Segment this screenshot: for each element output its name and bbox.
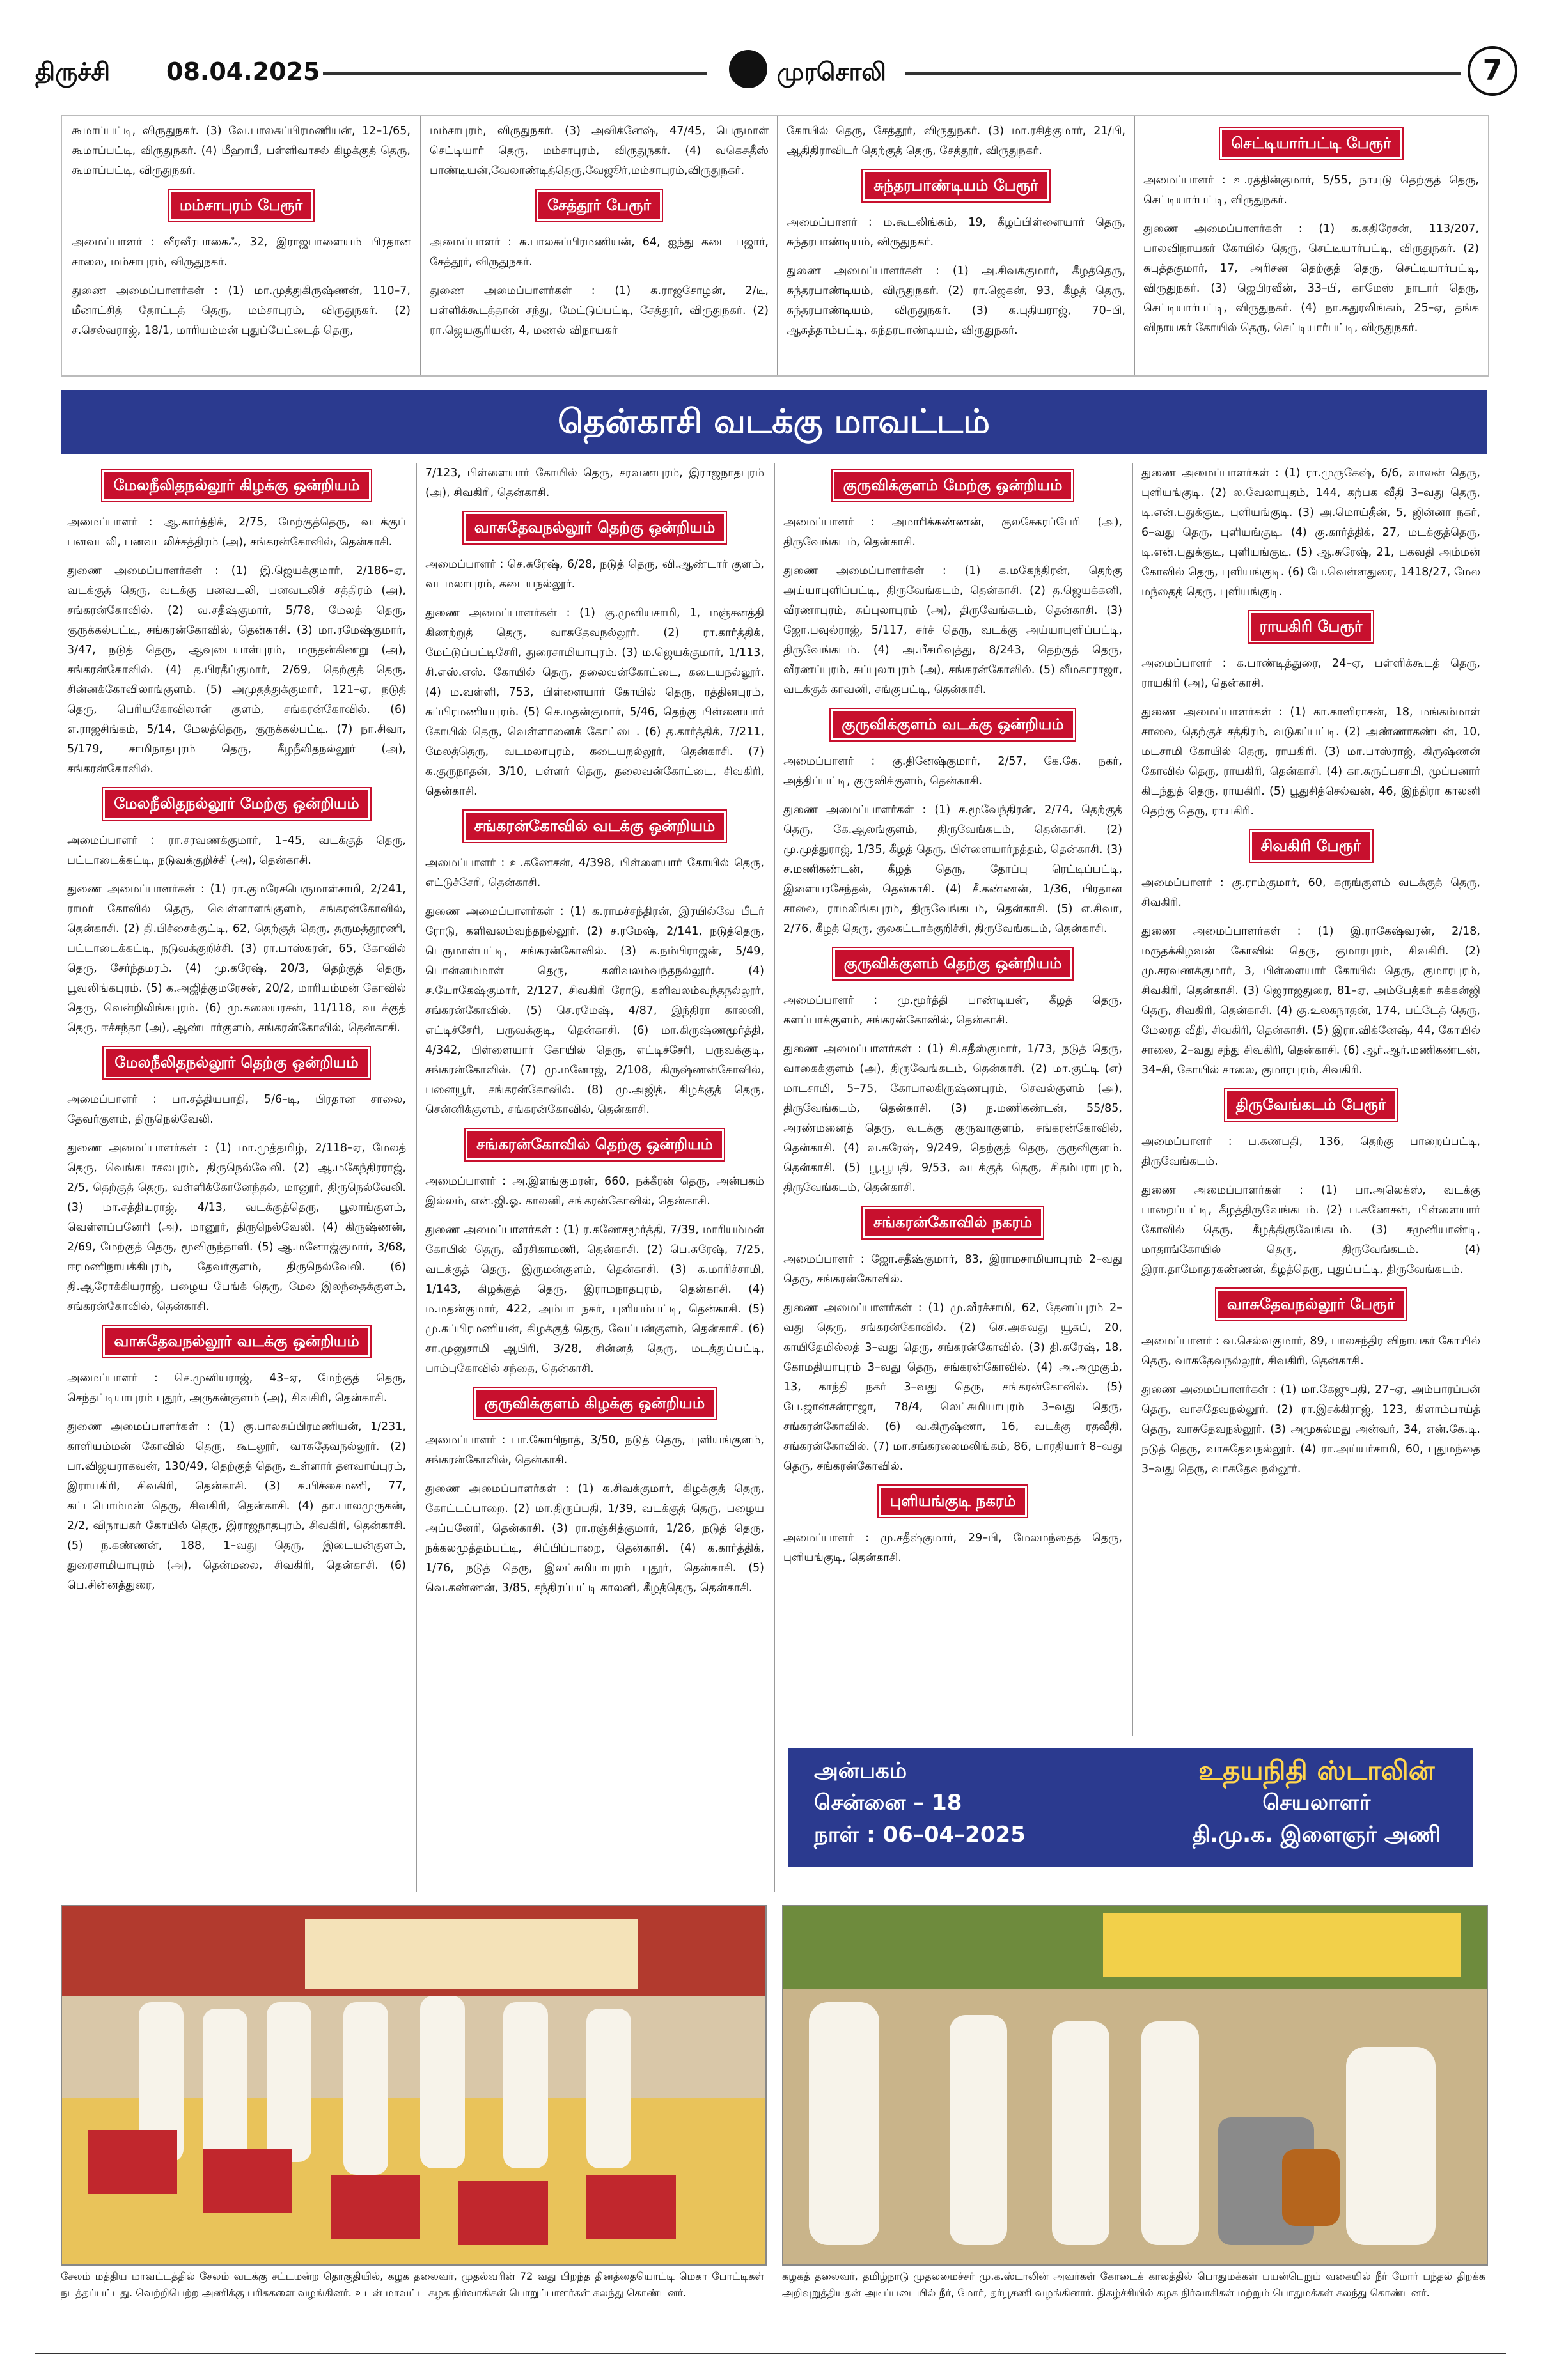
- main-column-4: [1141, 463, 1480, 1488]
- section-heading: சங்கரன்கோவில் தெற்கு ஒன்றியம்: [466, 1129, 724, 1160]
- paragraph: அமைப்பாளர் : ப.கணபதி, 136, தெற்கு பாறைப்பட்டி, திருவேங்கடம்.: [1141, 1135, 1480, 1168]
- paragraph: துணை அமைப்பாளர்கள் : (1) கு.முனியசாமி, 1, மஞ்சனத்தி கிணற்றுத் தெரு, வாசுதேவநல்லூர். (2) ரா.கார்த்திக், மேட்டுப்பட்டிசேரி, துரைசாமியாபுரம். (3) ம.ஜெயக்குமார், 1/113, சி.எஸ்.எஸ். கோயில் தெரு, தலைவன்கோட்டை, கடையநல்லூர். (4) ம.வள்ளி, 753, பிள்ளையார் கோயில் தெரு, ரத்தினபுரம், சுப்பிரமணியபுரம். (5) செ.மதன்குமார், 5/46, தெற்கு பிள்ளையார் கோயில் தெரு, வெள்ளானைக் கோட்டை. (6) த.கார்த்திக், 7/211, மேலத்தெரு, வடமலாபுரம், கடையநல்லூர், தென்காசி. (7) க.குருநாதன், 3/10, பள்ளர் தெரு, தலைவன்கோட்டை, சிவகிரி, தென்காசி.: [425, 607, 764, 798]
- page-header: [35, 45, 1506, 102]
- section-heading: குருவிக்குளம் கிழக்கு ஒன்றியம்: [474, 1388, 716, 1419]
- section-heading: வாசுதேவநல்லூர் தெற்கு ஒன்றியம்: [464, 512, 726, 543]
- paragraph: துணை அமைப்பாளர்கள் : (1) சி.சதீஸ்குமார், 1/73, நடுத் தெரு, வாகைக்குளம் (அ), திருவேங்கடம், தென்காசி. (2) மா.குட்டி (எ) மாடசாமி, 5–75, கோபாலகிருஷ்ணபுரம், செவல்குளம் (அ), திருவேங்கடம், தென்காசி. (3) ந.மணிகண்டன், 55/85, அரண்மனைத் தெரு, வடக்கு குருவாகுளம், சங்கரன்கோவில், தென்காசி. (4) வ.சுரேஷ், 9/249, தெற்குத் தெரு, குருவிகுளம். தென்காசி. (5) பூ.பூபதி, 9/53, வடக்குத் தெரு, சிதம்பராபுரம், திருவேங்கடம், தென்காசி.: [783, 1043, 1122, 1194]
- paragraph: அமைப்பாளர் : அ.இளங்குமரன், 660, நக்கீரன் தெரு, அன்பகம் இல்லம், என்.ஜி.ஓ. காலனி, சங்கரன்கோவில், தென்காசி.: [425, 1175, 764, 1208]
- section-heading: குருவிக்குளம் மேற்கு ஒன்றியம்: [833, 470, 1074, 501]
- paragraph: அமைப்பாளர் : உ.ரத்தின்குமார், 5/55, நாயுடு தெற்குத் தெரு, செட்டியார்பட்டி, விருதுநகர்.: [1143, 174, 1479, 206]
- section-heading: புளியங்குடி நகரம்: [879, 1486, 1026, 1517]
- photo-right: [782, 1905, 1488, 2266]
- signature-place-date: [814, 1755, 1026, 1851]
- section-heading: சங்கரன்கோவில் வடக்கு ஒன்றியம்: [464, 811, 726, 842]
- section-heading: மம்சாபுரம் பேரூர்: [169, 190, 313, 221]
- logo-icon: [729, 50, 767, 88]
- section-heading: மேலநீலிதநல்லூர் கிழக்கு ஒன்றியம்: [102, 470, 370, 501]
- photo-right-caption: கழகத் தலைவர், தமிழ்நாடு முதலமைச்சர் மு.க.ஸ்டாலின் அவர்கள் கோடைக் காலத்தில் பொதுமக்கள் பயன்பெறும் வகையில் நீர் மோர் பந்தல் திறக்க அறிவுறுத்தியதன் அடிப்படையில் நீர், மோர், தர்பூசணி வழங்கினார். நிகழ்ச்சியில் கழக நிர்வாகிகள் மற்றும் பொதுமக்கள் கலந்து கொண்டனர்.: [782, 2270, 1485, 2299]
- section-heading: ராயகிரி பேரூர்: [1249, 611, 1374, 642]
- signatory-role: செயலாளர்: [1262, 1790, 1371, 1816]
- paragraph: துணை அமைப்பாளர்கள் : (1) பா.அலெக்ஸ், வடக்கு பாறைப்பட்டி, கீழத்திருவேங்கடம். (2) ப.கணேசன், பிள்ளையார் கோவில் தெரு, கீழத்திருவேங்கடம். (3) சமுனியாண்டி, மாதாங்கோயில் தெரு, திருவேங்கடம். (4) இரா.தாமோதரகண்ணன், கீழத்தெரு, புதுப்பட்டி, திருவேங்கடம்.: [1141, 1184, 1480, 1276]
- signature-line: அன்பகம்: [814, 1758, 907, 1784]
- section-heading: மேலநீலிதநல்லூர் தெற்கு ஒன்றியம்: [104, 1047, 369, 1078]
- paragraph: மம்சாபுரம், விருதுநகர். (3) அவிக்னேஷ், 47/45, பெருமாள் செட்டியார் தெரு, மம்சாபுரம், விருதுநகர். (4) வகெசுதீஸ் பாண்டியன்,வேலாண்டித்தெரு,வேஜூர்,மம்சாபுரம்,விருதுநகர்.: [430, 125, 769, 177]
- paragraph: அமைப்பாளர் : செ.சுரேஷ், 6/28, நடுத் தெரு, வி.ஆண்டார் குளம், வடமலாபுரம், கடையநல்லூர்.: [425, 558, 764, 591]
- paragraph: அமைப்பாளர் : சு.பாலசுப்பிரமணியன், 64, ஐந்து கடை பஜார், சேத்தூர், விருதுநகர்.: [430, 236, 769, 268]
- paragraph: அமைப்பாளர் : பா.சத்தியபாதி, 5/6–டி, பிரதான சாலை, தேவர்குளம், திருநெல்வேலி.: [67, 1093, 406, 1126]
- header-rule-right: [905, 72, 1461, 75]
- column-divider: [420, 116, 421, 375]
- top-column-2: [430, 121, 769, 350]
- section-heading: சங்கரன்கோவில் நகரம்: [863, 1207, 1043, 1238]
- paragraph: 7/123, பிள்ளையார் கோயில் தெரு, சரவணபுரம், இராஜநாதபுரம் (அ), சிவகிரி, தென்காசி.: [425, 467, 764, 499]
- paragraph: கோயில் தெரு, சேத்தூர், விருதுநகர். (3) மா.ரசித்குமார், 21/பி, ஆதிதிராவிடர் தெற்குத் தெரு, சேத்தூர், விருதுநகர்.: [787, 125, 1125, 157]
- paragraph: துணை அமைப்பாளர்கள் : (1) இ.ஜெயக்குமார், 2/186–ஏ, வடக்குத் தெரு, வடக்கு பனவடலி, பனவடலிச் சத்திரம் (அ), சங்கரன்கோவில். (2) வ.சதீஷ்குமார், 5/78, மேலத் தெரு, குருக்கல்பட்டி, சங்கரன்கோவில், தென்காசி. (3) மா.ரமேஷ்குமார், 3/47, நடுத் தெரு, ஆவுடையாள்புரம், மருதன்கிணறு (அ), சங்கரன்கோவில். (4) த.பிரதீப்குமார், 2/69, தெற்குத் தெரு, சின்னக்கோவிலாங்குளம். (5) அமுதத்துக்குமார், 121–ஏ, நடுத் தெரு, பெரியகோவிலான் குளம், சங்கரன்கோவில். (6) எ.ராஜசிங்கம், 5/14, மேலத்தெரு, குருக்கல்பட்டி. (7) நா.சிவா, 5/179, சாமிநாதபுரம் தெரு, கீழநீலிதநல்லூர் (அ), சங்கரன்கோவில்.: [67, 564, 406, 775]
- paragraph: துணை அமைப்பாளர்கள் : (1) கா.காளிராசன், 18, மங்கம்மாள் சாலை, தெற்குச் சத்திரம், வடுகப்பட்டி. (2) அண்ணாகண்டன், 10, மடசாமி கோயில் தெரு, ராயகிரி. (3) மா.பாஸ்ராஜ், கிருஷ்ணன் கோவில் தெரு, ராயகிரி, தென்காசி. (4) கா.சுருப்பசாமி, மூப்பனார் கிடந்துத் தெரு, ராயகிரி. (5) பூதுசித்செல்வன், 46, இந்திரா காலனி தெற்கு தெரு, ராயகிரி.: [1141, 706, 1480, 818]
- footer-rule: [35, 2353, 1506, 2354]
- header-rule-left: [323, 72, 707, 75]
- top-column-3: [787, 121, 1125, 350]
- top-column-4: [1143, 121, 1479, 347]
- paragraph: அமைப்பாளர் : மு.சதீஷ்குமார், 29–பி, மேலமந்தைத் தெரு, புளியங்குடி, தென்காசி.: [783, 1532, 1122, 1564]
- photo-left-image: [62, 1906, 765, 2264]
- paragraph: அமைப்பாளர் : உ.கணேசன், 4/398, பிள்ளையார் கோயில் தெரு, எட்டுச்சேரி, தென்காசி.: [425, 857, 764, 889]
- section-heading: மேலநீலிதநல்லூர் மேற்கு ஒன்றியம்: [103, 788, 370, 820]
- section-heading: திருவேங்கடம் பேரூர்: [1225, 1089, 1397, 1121]
- section-heading: சிவகிரி பேரூர்: [1250, 830, 1372, 862]
- paragraph: அமைப்பாளர் : ரா.சரவணக்குமார், 1–45, வடக்குத் தெரு, பட்டாடைக்கட்டி, நடுவக்குறிச்சி (அ), தென்காசி.: [67, 834, 406, 867]
- page-number: 7: [1468, 46, 1517, 96]
- paragraph: அமைப்பாளர் : க.பாண்டித்துரை, 24–ஏ, பள்ளிக்கூடத் தெரு, ராயகிரி (அ), தென்காசி.: [1141, 657, 1480, 690]
- paragraph: துணை அமைப்பாளர்கள் : (1) கு.பாலசுப்பிரமணியன், 1/231, காளியம்மன் கோவில் தெரு, கூடலூர், வாசுதேவநல்லூர். (2) பா.விஜயராகவன், 130/49, தெற்குத் தெரு, உள்ளார் தளவாய்புரம், இராயகிரி, சிவகிரி, தென்காசி. (3) க.பிச்சைமணி, 77, கட்டபொம்மன் தெரு, சிவகிரி, தென்காசி. (4) தா.பாலமுருகன், 2/2, விநாயகர் கோயில் தெரு, இராஜநாதபுரம், சிவகிரி, தென்காசி. (5) ந.கண்ணன், 188, 1–வது தெரு, இடையன்குளம், துரைசாமியாபுரம் (அ), தென்மலை, சிவகிரி, தென்காசி. (6) பெ.சின்னத்துரை,: [67, 1420, 406, 1592]
- paragraph: கூமாப்பட்டி, விருதுநகர். (3) வே.பாலசுப்பிரமணியன், 12–1/65, கூமாப்பட்டி, விருதுநகர். (4) மீஹாபீ, பள்ளிவாசல் கிழக்குத் தெரு, கூமாப்பட்டி, விருதுநகர்.: [72, 125, 411, 177]
- paragraph: அமைப்பாளர் : அமாரிக்கண்ணன், குலசேகரப்பேரி (அ), திருவேங்கடம், தென்காசி.: [783, 516, 1122, 548]
- paragraph: துணை அமைப்பாளர்கள் : (1) க.மகேந்திரன், தெற்கு அய்யாபுளிப்பட்டி, திருவேங்கடம், தென்காசி. (2) த.ஜெயக்கனி, வீரணாபுரம், சுப்புலாபுரம் (அ), திருவேங்கடம், தென்காசி. (3) ஜோ.பவுல்ராஜ், 5/117, சர்ச் தெரு, வடக்கு அய்யாபுளிப்பட்டி, திருவேங்கடம். (4) அ.பீசமிவுத்து, 8/243, தெற்குத் தெரு, வீரணப்புரம், சுப்புலாபுரம் (அ), சங்கரன்கோவில். (5) வீமகாராஜா, வடக்குக் காவனி, சங்குபட்டி, தென்காசி.: [783, 564, 1122, 696]
- main-section: [61, 463, 1487, 1892]
- section-heading: செட்டியார்பட்டி பேரூர்: [1220, 128, 1402, 159]
- paragraph: துணை அமைப்பாளர்கள் : (1) க.சிவக்குமார், கிழக்குத் தெரு, கோட்டப்பாறை. (2) மா.திருப்பதி, 1/39, வடக்குத் தெரு, பழைய அப்பனேரி, தென்காசி. (3) ரா.ரஞ்சித்குமார், 1/26, நடுத் தெரு, நக்கலமுத்தம்பட்டி, சிப்பிப்பாறை, தென்காசி. (4) க.கார்த்திக், 1/76, நடுத் தெரு, இலட்சுமியாபுரம் புதூர், தென்காசி. (5) வெ.கண்ணன், 3/85, சந்திரப்பட்டி காலனி, கீழத்தெரு, தென்காசி.: [425, 1482, 764, 1594]
- paragraph: துணை அமைப்பாளர்கள் : (1) சு.ராஜசோழன், 2/டி, பள்ளிக்கூடத்தான் சந்து, மேட்டுப்பட்டி, சேத்தூர், விருதுநகர். (2) ரா.ஜெயசூரியன், 4, மணல் விநாயகர்: [430, 284, 769, 337]
- paper-title: முரசொலி: [777, 58, 886, 86]
- paragraph: அமைப்பாளர் : வீரவீரபாகைஃ, 32, இராஜபாளையம் பிரதான சாலை, மம்சாபுரம், விருதுநகர்.: [72, 236, 411, 268]
- photo-left: [61, 1905, 767, 2266]
- paragraph: அமைப்பாளர் : வ.செல்வகுமார், 89, பாலசந்திர விநாயகர் கோயில் தெரு, வாசுதேவநல்லூர், சிவகிரி, தென்காசி.: [1141, 1335, 1480, 1367]
- main-column-3: [783, 463, 1122, 1577]
- section-heading: குருவிக்குளம் தெற்கு ஒன்றியம்: [833, 948, 1073, 979]
- paragraph: துணை அமைப்பாளர்கள் : (1) மா.கேஜுபதி, 27–ஏ, அம்பாரப்பன் தெரு, வாசுதேவநல்லூர். (2) ரா.இசக்கிராஜ், 123, கிளாம்பாய்த் தெரு, வாசுதேவநல்லூர். (3) அமுசுல்மது அன்வர், 34, என்.கே.டி. நடுத் தெரு, வாசுதேவநல்லூர். (4) ரா.அய்யர்சாமி, 60, புதுமந்தை 3–வது தெரு, வாசுதேவநல்லூர்.: [1141, 1383, 1480, 1475]
- paragraph: துணை அமைப்பாளர்கள் : (1) ர.கணேசமூர்த்தி, 7/39, மாரியம்மன் கோயில் தெரு, வீரசிகாமணி, தென்காசி. (2) பெ.சுரேஷ், 7/25, வடக்குத் தெரு, இருமன்குளம், தென்காசி. (3) க.மாரிச்சாமி, 1/143, கிழக்குத் தெரு, இராமநாதபுரம், தென்காசி. (4) ம.மதன்குமார், 422, அம்பா நகர், புளியம்பட்டி, தென்காசி. (5) மு.சுப்பிரமணியன், கிழக்குத் தெரு, வேப்பன்குளம், தென்காசி. (6) சா.முனுசாமி ஆபிரி, 3/28, சின்னத் தெரு, மடத்துப்பட்டி, பாம்புகோவில் சந்தை, தென்காசி.: [425, 1224, 764, 1375]
- paragraph: அமைப்பாளர் : ஜோ.சதீஷ்குமார், 83, இராமசாமியாபுரம் 2–வது தெரு, சங்கரன்கோவில்.: [783, 1253, 1122, 1286]
- column-divider: [416, 463, 417, 1892]
- paragraph: துணை அமைப்பாளர்கள் : (1) ரா.முருகேஷ், 6/6, வாலன் தெரு, புளியங்குடி. (2) ல.வேலாயுதம், 144, கற்பக வீதி 3–வது தெரு, டி.என்.புதுக்குடி, புளியங்குடி. (3) அ.மொய்தீன், 5, ஜின்னா நகர், 6–வது தெரு, புளியங்குடி. (4) கு.கார்த்திக், 27, மடக்குத்தெரு, டி.என்.புதுக்குடி, புளியங்குடி. (5) ஆ.சுரேஷ், 21, பகவதி அம்மன் கோவில் தெரு, புளியங்குடி. (6) பே.வெள்ளதுரை, 1418/27, மேல மந்தைத் தெரு, புளியங்குடி.: [1141, 467, 1480, 598]
- signature-line: நாள் : 06–04–2025: [814, 1822, 1026, 1847]
- paragraph: அமைப்பாளர் : செ.முனியராஜ், 43–ஏ, மேற்குத் தெரு, செந்தட்டியாபுரம் புதூர், அருகன்குளம் (அ), சிவகிரி, தென்காசி.: [67, 1372, 406, 1404]
- main-column-2: [425, 463, 764, 1607]
- column-divider: [777, 116, 778, 375]
- paragraph: துணை அமைப்பாளர்கள் : (1) அ.சிவக்குமார், கீழத்தெரு, சுந்தரபாண்டியம், விருதுநகர். (2) ரா.ஜெகன், 93, கீழத் தெரு, சுந்தரபாண்டியம், விருதுநகர். (3) க.புதியராஜ், 70–பி, ஆசுத்தாம்பட்டி, சுந்தரபாண்டியம், விருதுநகர்.: [787, 265, 1125, 337]
- signature-line: சென்னை – 18: [814, 1790, 962, 1816]
- paragraph: அமைப்பாளர் : பா.கோபிநாத், 3/50, நடுத் தெரு, புளியங்குளம், சங்கரன்கோவில், தென்காசி.: [425, 1434, 764, 1466]
- paragraph: துணை அமைப்பாளர்கள் : (1) க.கதிரேசன், 113/207, பாலவிநாயகர் கோயில் தெரு, செட்டியார்பட்டி, விருதுநகர். (2) சுபுத்தகுமார், 17, அரிசன தெற்குத் தெரு, செட்டியார்பட்டி, விருதுநகர். (3) ஜெபிரவீன், 33–பி, காமேஸ் நாடார் தெரு, செட்டியார்பட்டி, விருதுநகர். (4) நா.கதுரலிங்கம், 25–ஏ, தங்க விநாயகர் கோயில் தெரு, செட்டியார்பட்டி, விருதுநகர்.: [1143, 222, 1479, 334]
- section-heading: வாசுதேவநல்லூர் வடக்கு ஒன்றியம்: [103, 1326, 370, 1357]
- top-column-1: [72, 121, 411, 350]
- paragraph: துணை அமைப்பாளர்கள் : (1) ச.மூவேந்திரன், 2/74, தெற்குத் தெரு, கே.ஆலங்குளம், திருவேங்கடம், தென்காசி. (2) மு.முத்துராஜ், 1/35, கீழத் தெரு, பிள்ளையார்நத்தம், தென்காசி. (3) ச.மணிகண்டன், கீழத் தெரு, தோப்பு ரெட்டிப்பட்டி, இளையரசேந்தல், தென்காசி. (4) சீ.கண்ணன், 1/36, பிரதான சாலை, ராமலிங்கபுரம், திருவேங்கடம், தென்காசி. (5) எ.சிவா, 2/76, கீழத் தெரு, குலகட்டாக்குறிச்சி, திருவேங்கடம், தென்காசி.: [783, 804, 1122, 935]
- signatory-name: உதயநிதி ஸ்டாலின்: [1198, 1755, 1435, 1786]
- paragraph: அமைப்பாளர் : கு.தினேஷ்குமார், 2/57, கே.கே. நகர், அத்திப்பட்டி, குருவிக்குளம், தென்காசி.: [783, 755, 1122, 788]
- paragraph: துணை அமைப்பாளர்கள் : (1) மா.முத்தமிழ், 2/118–ஏ, மேலத் தெரு, வெங்கடாசலபுரம், திருநெல்வேலி. (2) ஆ.மகேந்திரராஜ், 2/5, தெற்குத் தெரு, வள்ளிக்கோனேந்தல், மானூர், திருநெல்வேலி. (3) மா.சத்தியராஜ், 4/13, வடக்குத்தெரு, பூலாங்குளம், வெள்ளப்பனேரி (அ), மானூர், திருநெல்வேலி. (4) கிருஷ்ணன், 2/69, மேற்குத் தெரு, மூவிருந்தாளி. (5) ஆ.மனோஜ்குமார், 3/68, ஈரமணிநாயக்கிபுரம், தேவர்குளம், திருநெல்வேலி. (6) தி.ஆரோக்கியராஜ், பழைய பேங்க் தெரு, மேல இலந்தைக்குளம், சங்கரன்கோவில், தென்காசி.: [67, 1142, 406, 1313]
- section-heading: சேத்தூர் பேரூர்: [537, 190, 662, 221]
- paragraph: அமைப்பாளர் : கு.ராம்குமார், 60, கருங்குளம் வடக்குத் தெரு, சிவகிரி.: [1141, 876, 1480, 909]
- paragraph: துணை அமைப்பாளர்கள் : (1) இ.ராகேஷ்வரன், 2/18, மருதக்கிழவன் கோவில் தெரு, குமாரபுரம், சிவகிரி. (2) மு.சரவணக்குமார், 3, பிள்ளையார் கோயில் தெரு, குமாரபுரம், சிவகிரி, தென்காசி. (3) ஜெராஜதுரை, 81–ஏ, அம்பேத்கர் சுக்கன்ஜி தெரு, சிவகிரி, தென்காசி. (4) கு.உலகநாதன், 174, பட்டேத் தெரு, மேலரத வீதி, சிவகிரி, தென்காசி. (5) இரா.விக்னேஷ், 44, கோயில் சாலை, 2–வது சந்து சிவகிரி, தென்காசி. (6) ஆர்.ஆர்.மணிகண்டன், 34–சி, கோயில் சாலை, குமாரபுரம், சிவகிரி.: [1141, 925, 1480, 1077]
- photo-right-image: [783, 1906, 1487, 2264]
- paragraph: துணை அமைப்பாளர்கள் : (1) மு.வீரச்சாமி, 62, தேனப்புரம் 2–வது தெரு, சங்கரன்கோவில். (2) செ.அசுவது யூசுப், 20, காயிதேமில்லத் 3–வது தெரு, சங்கரன்கோவில். (3) தி.சுரேஷ், 18, கோமதியாபுரம் 3–வது தெரு, சங்கரன்கோவில். (4) அ.அமுகும், 13, காந்தி நகர் 3–வது தெரு, சங்கரன்கோவில். (5) பே.ஜான்சன்ராஜா, 78/4, லெட்சுமியாபுரம் 3–வது தெரு, சங்கரன்கோவில். (6) வ.கிருஷ்ணா, 16, வடக்கு ரதவீதி, சங்கரன்கோவில். (7) மா.சங்கரலைமலிங்கம், 86, பாரதியார் 8–வது தெரு, சங்கரன்கோவில்.: [783, 1302, 1122, 1473]
- column-divider: [1134, 116, 1135, 375]
- paragraph: அமைப்பாளர் : ஆ.கார்த்திக், 2/75, மேற்குத்தெரு, வடக்குப் பனவடலி, பனவடலிச்சத்திரம் (அ), சங்கரன்கோவில், தென்காசி.: [67, 516, 406, 548]
- section-heading: சுந்தரபாண்டியம் பேரூர்: [863, 170, 1049, 201]
- signature-author: [1193, 1755, 1441, 1851]
- edition-city: திருச்சி: [35, 58, 111, 86]
- column-divider: [1132, 463, 1133, 1736]
- paragraph: அமைப்பாளர் : மு.மூர்த்தி பாண்டியன், கீழத் தெரு, களப்பாக்குளம், சங்கரன்கோவில், தென்காசி.: [783, 994, 1122, 1027]
- section-heading: குருவிக்குளம் வடக்கு ஒன்றியம்: [831, 709, 1074, 740]
- column-divider: [774, 463, 775, 1892]
- main-column-1: [67, 463, 406, 1605]
- photo-left-caption: சேலம் மத்திய மாவட்டத்தில் சேலம் வடக்கு சட்டமன்ற தொகுதியில், கழக தலைவர், முதல்வரின் 72 வது பிறந்த தினத்தையொட்டி மெகா போட்டிகள் நடத்தப்பட்டது. வெற்றிபெற்ற அணிக்கு பரிசுகளை வழங்கினர். உடன் மாவட்ட கழக நிர்வாகிகள் பொறுப்பாளர்கள் கலந்து கொண்டனர்.: [61, 2270, 764, 2299]
- district-banner: தென்காசி வடக்கு மாவட்டம்: [61, 390, 1487, 454]
- paragraph: அமைப்பாளர் : ம.கூடலிங்கம், 19, கீழப்பிள்ளையார் தெரு, சுந்தரபாண்டியம், விருதுநகர்.: [787, 216, 1125, 249]
- signature-box: [788, 1748, 1473, 1867]
- top-section: [61, 115, 1489, 377]
- paragraph: துணை அமைப்பாளர்கள் : (1) மா.முத்துகிருஷ்ணன், 110–7, மீனாட்சித் தோட்டத் தெரு, மம்சாபுரம், விருதுநகர். (2) ச.செல்வராஜ், 18/1, மாரியம்மன் புதுப்பேட்டைத் தெரு,: [72, 284, 411, 337]
- signatory-org: தி.மு.க. இளைஞர் அணி: [1192, 1822, 1441, 1847]
- paragraph: துணை அமைப்பாளர்கள் : (1) க.ராமச்சந்திரன், இரயில்வே பீடர் ரோடு, களிவலம்வந்தநல்லூர். (2) ச.ரமேஷ், 2/141, நடுத்தெரு, பெருமாள்பட்டி, சங்கரன்கோவில். (3) க.நம்பிராஜன், 5/49, பொன்னம்மாள் தெரு, களிவலம்வந்தநல்லூர். (4) ச.யோகேஷ்குமார், 2/127, சிவகிரி ரோடு, களிவலம்வந்தநல்லூர், சங்கரன்கோவில். (5) செ.ரமேஷ், 4/87, இந்திரா காலனி, எட்டிச்சேரி, பருவக்குடி, தென்காசி. (6) மா.கிருஷ்ணமூர்த்தி, 4/342, பிள்ளையார் கோயில் தெரு, எட்டிச்சேரி, பருவக்குடி, சங்கரன்கோவில். (7) மு.மனோஜ், 2/108, கிருஷ்ணன்கோவில், பனையூர், சங்கரன்கோவில். (8) மு.அஜித், கிழக்குத் தெரு, சென்னிக்குளம், சங்கரன்கோவில், தென்காசி.: [425, 905, 764, 1116]
- edition-date: 08.04.2025: [166, 58, 320, 86]
- section-heading: வாசுதேவநல்லூர் பேரூர்: [1216, 1289, 1406, 1320]
- paragraph: துணை அமைப்பாளர்கள் : (1) ரா.குமரேசபெருமாள்சாமி, 2/241, ராமர் கோவில் தெரு, வெள்ளாளங்குளம், சங்கரன்கோவில், தென்காசி. (2) தி.பிச்சைக்குட்டி, 62, தெற்குத் தெரு, தருமத்தூரணி, பட்டாடைக்கட்டி, நடுவக்குறிச்சி. (3) ரா.பாஸ்கரன், 65, கோவில் தெரு, சேர்ந்தமரம். (4) மு.கரேஷ், 20/3, தெற்குத் தெரு, பூவலிங்கபுரம். (5) க.அஜித்குமரேசன், 20/2, மாரியம்மன் கோவில் தெரு, வென்றிலிங்கபுரம். (6) மு.கலையரசன், 11/118, வடக்குத் தெரு, ஈச்சந்தா (அ), ஆண்டார்குளம், சங்கரன்கோவில், தென்காசி.: [67, 883, 406, 1034]
